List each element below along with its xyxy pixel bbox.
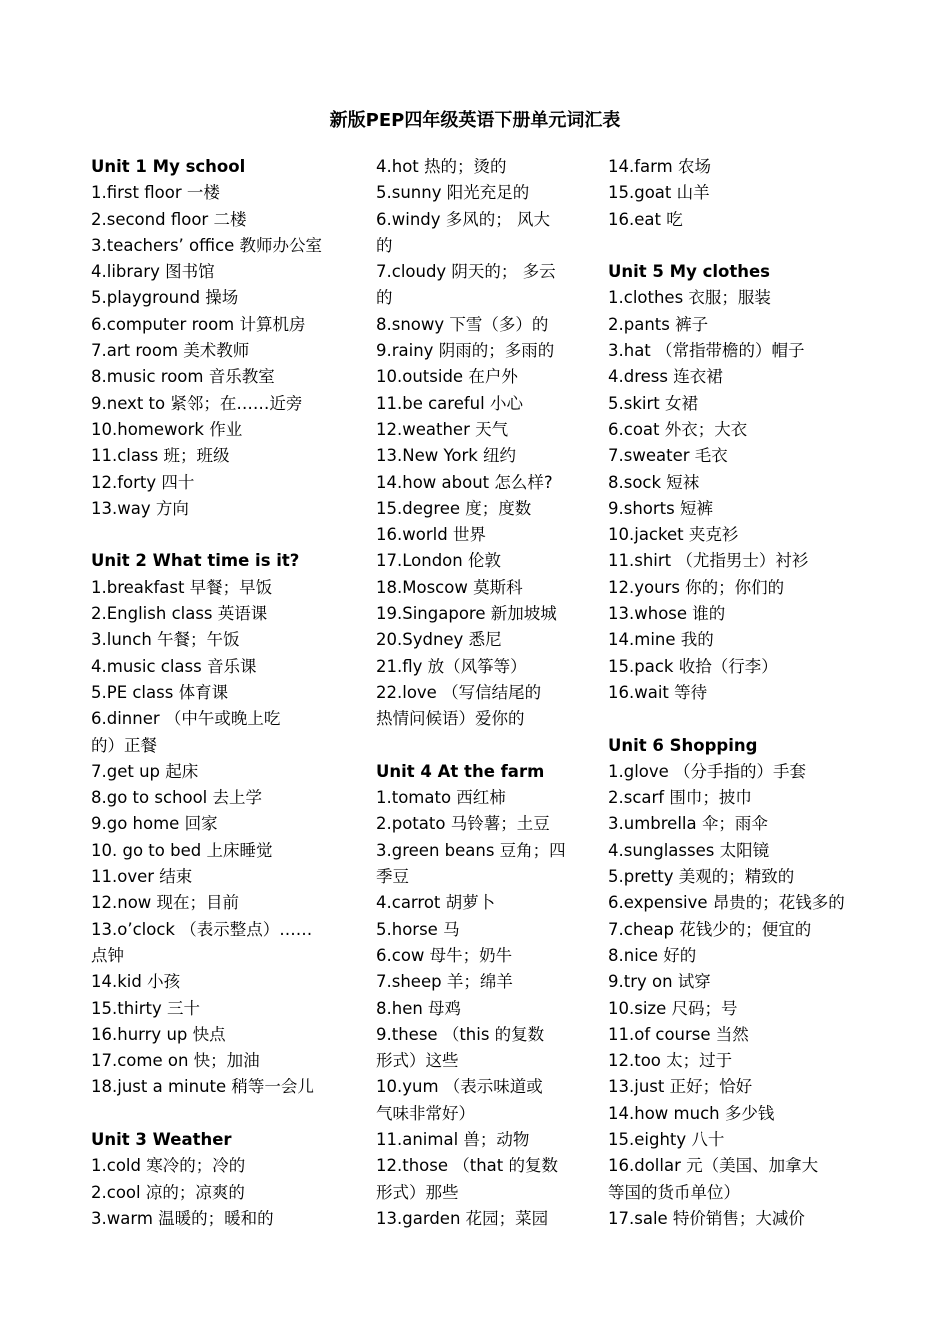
vocab-entry: 15.thirty 三十 — [91, 998, 201, 1018]
vocab-entry: 4.library 图书馆 — [91, 262, 215, 282]
vocab-entry: 3.hat （常指带檐的）帽子 — [608, 341, 805, 361]
vocab-entry: 16.dollar 元（美国、加拿大 — [608, 1156, 819, 1176]
vocab-entry: 5.PE class 体育课 — [91, 682, 229, 702]
vocab-entry: 13.just 正好；恰好 — [608, 1077, 753, 1097]
vocab-entry: 6.computer room 计算机房 — [91, 314, 306, 334]
vocab-entry: 2.cool 凉的；凉爽的 — [91, 1182, 245, 1202]
vocab-entry: 1.tomato 西红柿 — [376, 788, 506, 808]
vocab-entry: 6.dinner （中午或晚上吃 — [91, 709, 281, 729]
vocab-entry: 的 — [376, 288, 393, 308]
vocab-entry: 13.garden 花园；菜园 — [376, 1208, 549, 1228]
vocab-entry: 15.degree 度；度数 — [376, 498, 532, 518]
vocab-entry: 11.class 班；班级 — [91, 446, 230, 466]
vocab-entry: 10.outside 在户外 — [376, 367, 518, 387]
vocab-entry: 4.sunglasses 太阳镜 — [608, 840, 770, 860]
vocab-entry: 热情问候语）爱你的 — [376, 709, 525, 729]
vocab-entry: 5.skirt 女裙 — [608, 393, 698, 413]
vocab-entry: 1.breakfast 早餐；早饭 — [91, 577, 273, 597]
vocab-entry: 2.potato 马铃薯；土豆 — [376, 814, 550, 834]
vocab-entry: 17.London 伦敦 — [376, 551, 501, 571]
vocab-entry: 7.get up 起床 — [91, 761, 199, 781]
vocab-entry: 3.lunch 午餐；午饭 — [91, 630, 240, 650]
vocab-entry: 17.sale 特价销售；大减价 — [608, 1208, 805, 1228]
vocab-entry: 16.wait 等待 — [608, 682, 708, 702]
vocab-entry: 4.hot 热的；烫的 — [376, 157, 507, 176]
vocab-entry: 8.sock 短袜 — [608, 472, 700, 492]
vocab-entry: 10.homework 作业 — [91, 419, 243, 439]
vocab-entry: 11.be careful 小心 — [376, 393, 523, 413]
vocab-entry: 11.over 结束 — [91, 867, 193, 887]
vocab-entry: 9.rainy 阴雨的；多雨的 — [376, 341, 555, 361]
vocab-entry: 11.animal 兽；动物 — [376, 1129, 530, 1149]
vocab-entry: 14.mine 我的 — [608, 630, 714, 650]
unit-heading: Unit 4 At the farm — [376, 761, 545, 781]
vocab-entry: 气味非常好） — [376, 1103, 475, 1123]
unit-heading: Unit 6 Shopping — [608, 735, 758, 755]
vocab-entry: 14.how much 多少钱 — [608, 1103, 775, 1123]
vocab-entry: 16.hurry up 快点 — [91, 1024, 226, 1044]
vocab-entry: 13.New York 纽约 — [376, 446, 517, 466]
vocab-entry: 8.snowy 下雪（多）的 — [376, 314, 549, 334]
vocab-entry: 20.Sydney 悉尼 — [376, 630, 502, 650]
vocab-entry: 13.way 方向 — [91, 498, 189, 518]
vocab-entry: 5.playground 操场 — [91, 288, 239, 308]
vocab-entry: 13.o’clock （表示整点）…… — [91, 919, 313, 939]
vocab-column-3 — [608, 154, 876, 1232]
vocab-entry: 21.fly 放（风筝等） — [376, 656, 527, 676]
page-title: 新版PEP四年级英语下册单元词汇表 — [329, 110, 621, 131]
vocab-entry: 9.try on 试穿 — [608, 972, 711, 992]
spacer — [91, 1101, 359, 1127]
vocab-entry: 14.farm 农场 — [608, 157, 711, 176]
vocab-entry: 10.yum （表示味道或 — [376, 1077, 543, 1097]
vocab-entry: 11.of course 当然 — [608, 1024, 749, 1044]
vocab-entry: 点钟 — [91, 945, 124, 965]
spacer — [608, 233, 876, 259]
vocab-entry: 6.cow 母牛；奶牛 — [376, 945, 513, 965]
vocab-entry: 1.cold 寒冷的；冷的 — [91, 1156, 246, 1176]
vocab-entry: 1.first floor 一楼 — [91, 183, 220, 203]
vocab-entry: 2.scarf 围巾；披巾 — [608, 788, 752, 808]
vocab-entry: 等国的货币单位） — [608, 1182, 740, 1202]
vocab-entry: 18.just a minute 稍等一会儿 — [91, 1077, 314, 1097]
vocab-entry: 4.dress 连衣裙 — [608, 367, 723, 387]
spacer — [376, 733, 588, 759]
vocab-entry: 3.teachers’ office 教师办公室 — [91, 235, 323, 255]
vocab-entry: 8.music room 音乐教室 — [91, 367, 275, 387]
spacer — [608, 706, 876, 732]
vocab-entry: 15.pack 收拾（行李） — [608, 656, 778, 676]
vocab-entry: 7.cheap 花钱少的；便宜的 — [608, 919, 812, 939]
unit-heading: Unit 3 Weather — [91, 1129, 232, 1149]
vocab-entry: 3.warm 温暖的；暖和的 — [91, 1208, 274, 1228]
vocab-entry: 15.goat 山羊 — [608, 183, 710, 203]
unit-heading: Unit 5 My clothes — [608, 262, 770, 282]
vocab-entry: 14.how about 怎么样? — [376, 472, 553, 492]
vocab-entry: 22.love （写信结尾的 — [376, 682, 542, 702]
vocab-entry: 9.shorts 短裤 — [608, 498, 713, 518]
vocab-entry: 10.jacket 夹克衫 — [608, 525, 739, 545]
vocab-entry: 16.eat 吃 — [608, 209, 683, 229]
vocab-entry: 的 — [376, 235, 393, 255]
vocab-column-2 — [376, 154, 588, 1232]
vocab-entry: 1.glove （分手指的）手套 — [608, 761, 807, 781]
unit-heading: Unit 1 My school — [91, 157, 246, 176]
vocab-entry: 6.expensive 昂贵的；花钱多的 — [608, 893, 845, 913]
vocab-entry: 16.world 世界 — [376, 525, 486, 545]
vocab-entry: 5.sunny 阳光充足的 — [376, 183, 530, 203]
vocab-entry: 季豆 — [376, 867, 409, 887]
vocab-entry: 形式）那些 — [376, 1182, 459, 1202]
vocab-entry: 19.Singapore 新加坡城 — [376, 604, 557, 624]
vocab-entry: 6.coat 外衣；大衣 — [608, 419, 748, 439]
vocab-entry: 12.forty 四十 — [91, 472, 195, 492]
vocab-entry: 13.whose 谁的 — [608, 604, 726, 624]
vocab-entry: 18.Moscow 莫斯科 — [376, 577, 523, 597]
vocab-entry: 2.English class 英语课 — [91, 604, 268, 624]
vocab-entry: 12.those （that 的复数 — [376, 1156, 559, 1176]
vocab-entry: 7.cloudy 阴天的； 多云 — [376, 262, 556, 282]
vocab-entry: 8.hen 母鸡 — [376, 998, 462, 1018]
vocab-entry: 6.windy 多风的； 风大 — [376, 209, 551, 229]
vocab-entry: 5.pretty 美观的；精致的 — [608, 867, 795, 887]
vocab-entry: 10.size 尺码；号 — [608, 998, 738, 1018]
vocab-entry: 7.sheep 羊；绵羊 — [376, 972, 513, 992]
vocab-entry: 8.go to school 去上学 — [91, 788, 263, 808]
vocab-entry: 12.now 现在；目前 — [91, 893, 240, 913]
vocab-entry: 9.go home 回家 — [91, 814, 218, 834]
vocab-entry: 1.clothes 衣服；服装 — [608, 288, 771, 308]
vocab-entry: 14.kid 小孩 — [91, 972, 181, 992]
vocab-entry: 3.umbrella 伞；雨伞 — [608, 814, 768, 834]
vocab-entry: 17.come on 快；加油 — [91, 1051, 260, 1071]
vocab-entry: 15.eighty 八十 — [608, 1129, 725, 1149]
spacer — [91, 522, 359, 548]
vocab-entry: 9.next to 紧邻；在……近旁 — [91, 393, 303, 413]
vocab-entry: 5.horse 马 — [376, 919, 460, 939]
vocab-entry: 7.sweater 毛衣 — [608, 446, 728, 466]
vocab-entry: 10. go to bed 上床睡觉 — [91, 840, 273, 860]
vocab-entry: 3.green beans 豆角；四 — [376, 840, 566, 860]
vocab-entry: 11.shirt （尤指男士）衬衫 — [608, 551, 809, 571]
vocab-entry: 9.these （this 的复数 — [376, 1024, 545, 1044]
vocab-column-1 — [91, 154, 359, 1232]
vocab-entry: 4.carrot 胡萝卜 — [376, 893, 496, 913]
vocab-entry: 2.second floor 二楼 — [91, 209, 247, 229]
vocab-entry: 形式）这些 — [376, 1051, 459, 1071]
vocab-entry: 12.yours 你的；你们的 — [608, 577, 785, 597]
vocab-entry: 8.nice 好的 — [608, 945, 697, 965]
vocab-entry: 的）正餐 — [91, 735, 157, 755]
unit-heading: Unit 2 What time is it? — [91, 551, 300, 571]
vocab-entry: 4.music class 音乐课 — [91, 656, 257, 676]
vocab-entry: 12.weather 天气 — [376, 419, 509, 439]
vocab-entry: 7.art room 美术教师 — [91, 341, 250, 361]
vocab-entry: 2.pants 裤子 — [608, 314, 709, 334]
vocab-entry: 12.too 太；过于 — [608, 1051, 733, 1071]
